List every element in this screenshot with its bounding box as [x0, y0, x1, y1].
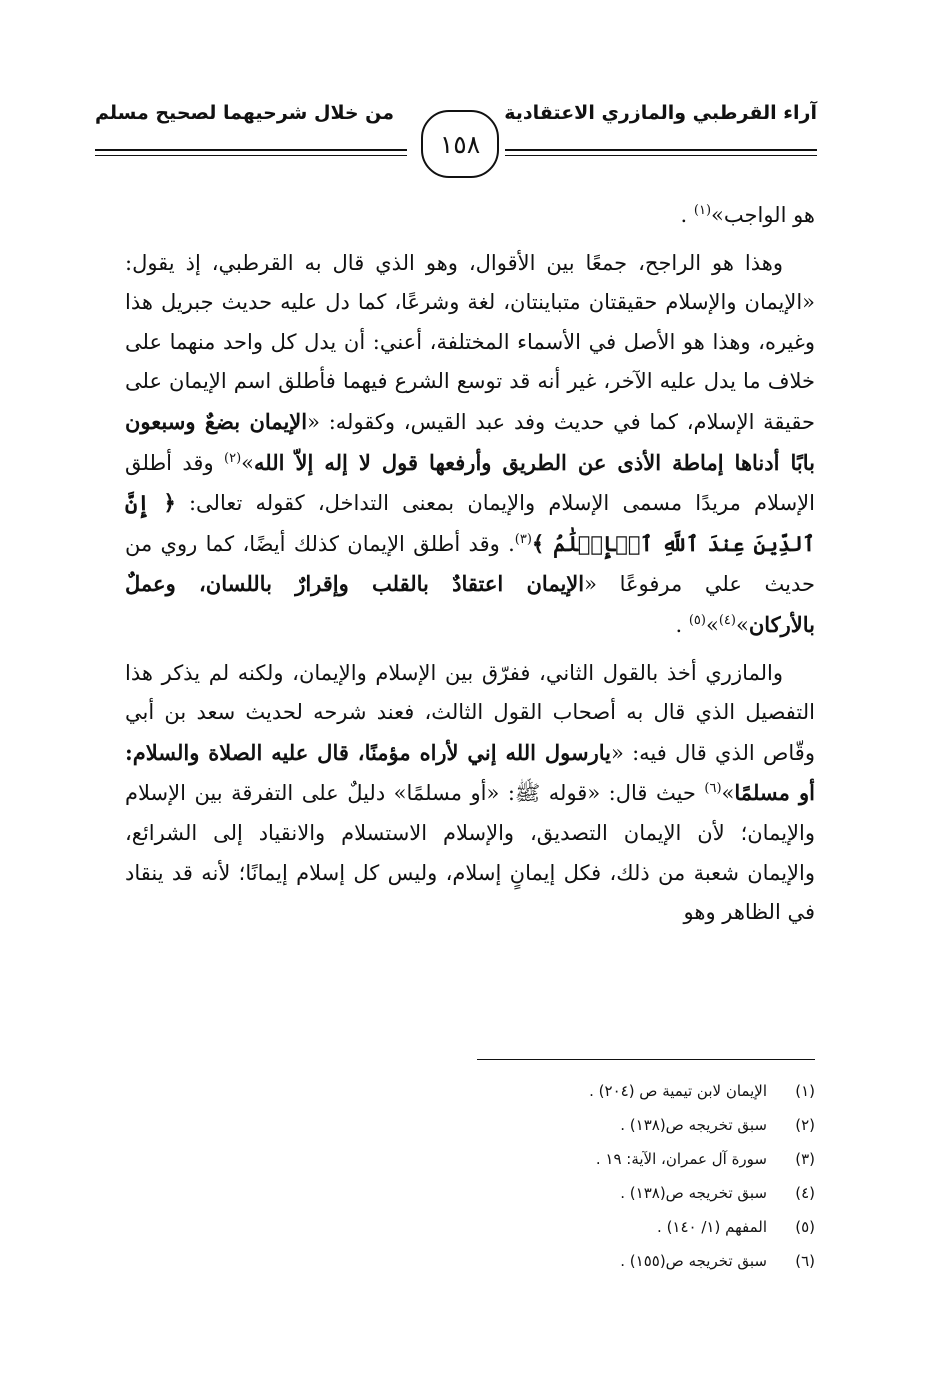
page-number: ١٥٨: [421, 110, 499, 178]
paragraph-1: [125, 196, 815, 236]
p3-text-1: والمازري أخذ بالقول الثاني، ففرّق بين الإسلام والإيمان، ولكنه لم يذكر هذا التفصيل الذي قال به أصحاب القول الثالث، فعند شرحه لحديث سعد بن أبي وقّاص الذي قال فيه: «: [125, 660, 815, 765]
footnote-ref-4: (٤): [718, 612, 736, 628]
footnote-ref-5: (٥): [688, 612, 706, 628]
footnote-text: المفهم (١/ ١٤٠) .: [657, 1218, 767, 1236]
hadith-quote-1: الإيمان بضعٌ وسبعون بابًا أدناها إماطة الأذى عن الطريق وأرفعها قول لا إله إلاّ الله: [125, 408, 815, 475]
footnote-ref-2: (٢): [224, 450, 242, 466]
p2-text-5: »: [735, 612, 749, 637]
header-rule-right-thin: [505, 155, 817, 156]
header-rule-right: [505, 149, 817, 151]
main-text: [125, 196, 815, 933]
footnote-number: (٥): [795, 1218, 815, 1236]
header-rule-left: [95, 149, 407, 151]
footnote-number: (٢): [795, 1116, 815, 1134]
footnote-item: [375, 1210, 815, 1244]
footnote-item: [375, 1108, 815, 1142]
footnote-number: (٣): [795, 1150, 815, 1168]
quran-verse: ﴿ إِنَّ ٱلدِّينَ عِندَ ٱللَّهِ ٱلۡإِسۡلَٰمُ ﴾: [125, 490, 815, 556]
footnote-ref-6: (٦): [704, 781, 722, 797]
footnote-separator: [477, 1059, 815, 1060]
footnote-text: سورة آل عمران، الآية: ١٩ .: [595, 1150, 767, 1168]
p1-end: .: [680, 203, 694, 227]
footnote-text: سبق تخريجه ص(١٣٨) .: [620, 1116, 767, 1134]
p1-text: هو الواجب»: [711, 203, 815, 227]
footnote-number: (١): [795, 1082, 815, 1100]
p2-text-7: .: [675, 612, 689, 637]
hadith-quote-3: يارسول الله إني لأراه مؤمنًا، قال عليه الصلاة والسلام: أو مسلمًا: [125, 739, 815, 806]
p3-text-2: »: [721, 781, 735, 806]
p2-text-4: . وقد أطلق الإيمان كذلك أيضًا، كما روي من حديث علي مرفوعًا «: [125, 531, 815, 597]
footnote-item: [375, 1074, 815, 1108]
footnote-item: [375, 1244, 815, 1278]
paragraph-3: [125, 654, 815, 933]
page-header: [95, 96, 817, 188]
p2-text-3: وقد أطلق الإسلام مريدًا مسمى الإسلام والإيمان بمعنى التداخل، كقوله تعالى:: [125, 450, 815, 516]
header-rule-left-thin: [95, 155, 407, 156]
running-title-book: آراء القرطبي والمازري الاعتقادية: [504, 102, 817, 124]
footnote-ref-3: (٣): [514, 531, 532, 547]
footnote-number: (٤): [795, 1184, 815, 1202]
footnote-item: [375, 1142, 815, 1176]
hadith-quote-2: الإيمان اعتقادٌ بالقلب وإقرارٌ باللسان، وعملٌ بالأركان: [125, 571, 815, 637]
footnote-text: سبق تخريجه ص(١٣٨) .: [620, 1184, 767, 1202]
footnote-text: الإيمان لابن تيمية ص (٢٠٤) .: [589, 1082, 767, 1100]
paragraph-2: [125, 244, 815, 646]
p2-text-1: وهذا هو الراجح، جمعًا بين الأقوال، وهو الذي قال به القرطبي، إذ يقول: «الإيمان والإسلام حقيقتان متباينتان، لغة وشرعًا، كما دل عليه حديث جبريل هذا وغيره، وهذا هو الأصل في الأسماء المختلفة، أعني: أن يدل كل واحد منهما على خلاف ما يدل عليه الآخر، غير أنه قد توسع الشرع فيهما فأطلق اسم الإيمان على حقيقة الإسلام، كما في حديث وفد عبد القيس، وكقوله: «: [125, 250, 815, 434]
footnote-item: [375, 1176, 815, 1210]
running-title-subtitle: من خلال شرحيهما لصحيح مسلم: [95, 102, 395, 124]
p2-text-2: »: [241, 450, 255, 475]
footnote-number: (٦): [795, 1252, 815, 1270]
footnote-ref-1: (١): [693, 203, 712, 218]
p2-text-6: »: [705, 612, 719, 637]
footnotes: [375, 1074, 815, 1278]
footnote-text: سبق تخريجه ص(١٥٥) .: [620, 1252, 767, 1270]
p3-text-3: حيث قال: «قوله ﷺ: «أو مسلمًا» دليلٌ على التفرقة بين الإسلام والإيمان؛ لأن الإيمان التصديق، والإسلام الاستسلام والانقياد إلى الشرائع، والإيمان شعبة من ذلك، فكل إيمانٍ إسلام، وليس كل إسلام إيمانًا؛ لأنه قد ينقاد في الظاهر وهو: [125, 781, 815, 925]
